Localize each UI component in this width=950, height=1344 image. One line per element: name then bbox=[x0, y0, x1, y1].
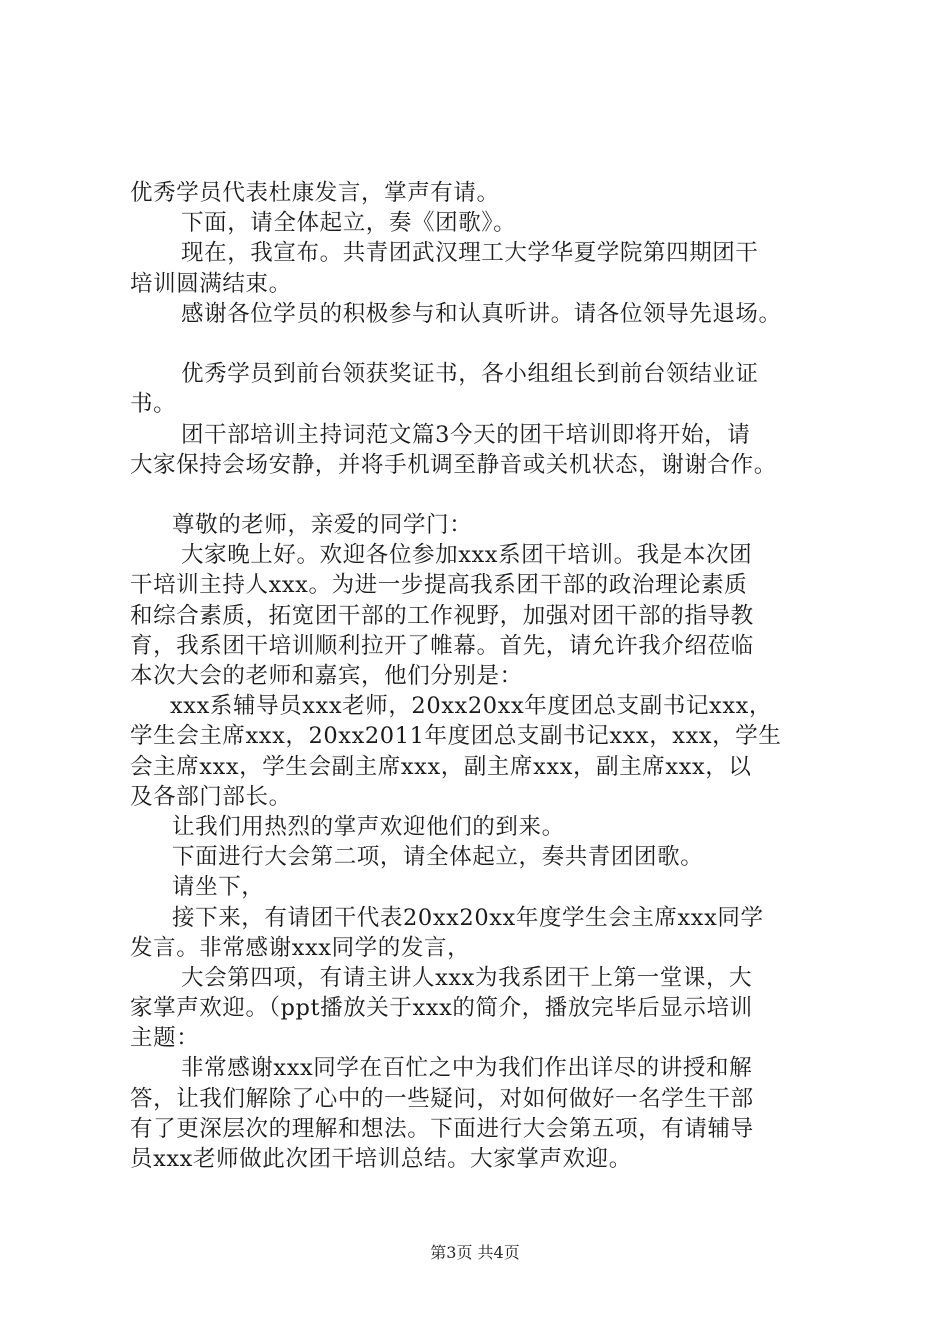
page-footer: 第3页 共4页 bbox=[430, 1243, 520, 1262]
text-line: 现在，我宣布。共青团武汉理工大学华夏学院第四期团干 bbox=[181, 240, 759, 267]
text-line: 培训圆满结束。 bbox=[130, 270, 292, 297]
text-line: 团干部培训主持词范文篇3今天的团干培训即将开始，请 bbox=[181, 421, 751, 448]
text-line: 接下来，有请团干代表20xx20xx年度学生会主席xxx同学 bbox=[172, 904, 764, 931]
text-line: 干培训主持人xxx。为进一步提高我系团干部的政治理论素质 bbox=[130, 572, 748, 599]
text-line: 本次大会的老师和嘉宾，他们分别是： bbox=[130, 663, 523, 689]
text-line: 感谢各位学员的积极参与和认真听讲。请各位领导先退场。 bbox=[181, 300, 782, 327]
text-line: 发言。非常感谢xxx同学的发言， bbox=[130, 934, 471, 961]
text-line: 优秀学员代表杜康发言，掌声有请。 bbox=[130, 180, 500, 206]
text-line: 员xxx老师做此次团干培训总结。大家掌声欢迎。 bbox=[130, 1146, 632, 1172]
text-line: 答，让我们解除了心中的一些疑问，对如何做好一名学生干部 bbox=[130, 1085, 754, 1112]
text-line: 下面，请全体起立，奏《团歌》。 bbox=[181, 210, 517, 237]
text-line: 家掌声欢迎。（ppt播放关于xxx的简介，播放完毕后显示培训 bbox=[130, 995, 753, 1022]
text-line: 及各部门部长。 bbox=[130, 783, 292, 810]
text-line: 大家保持会场安静，并将手机调至静音或关机状态，谢谢合作。 bbox=[130, 451, 777, 478]
text-line: 优秀学员到前台领获奖证书，各小组组长到前台领结业证 bbox=[181, 361, 759, 388]
text-line: 大会第四项，有请主讲人xxx为我系团干上第一堂课，大 bbox=[181, 964, 753, 991]
text-line: 下面进行大会第二项，请全体起立，奏共青团团歌。 bbox=[172, 844, 704, 871]
text-line: 尊敬的老师，亲爱的同学门： bbox=[172, 512, 473, 539]
text-line: 学生会主席xxx，20xx2011年度团总支副书记xxx，xxx，学生 bbox=[130, 723, 782, 750]
text-line: 育，我系团干培训顺利拉开了帷幕。首先，请允许我介绍莅临 bbox=[130, 632, 754, 659]
text-line: 主题： bbox=[130, 1025, 200, 1052]
text-line: 和综合素质，拓宽团干部的工作视野，加强对团干部的指导教 bbox=[130, 602, 754, 629]
text-line: 非常感谢xxx同学在百忙之中为我们作出详尽的讲授和解 bbox=[181, 1055, 753, 1082]
text-line: 大家晚上好。欢迎各位参加xxx系团干培训。我是本次团 bbox=[181, 542, 753, 569]
blank-line bbox=[130, 329, 850, 359]
blank-line bbox=[130, 480, 850, 510]
text-line: 让我们用热烈的掌声欢迎他们的到来。 bbox=[172, 813, 565, 840]
text-line: 请坐下， bbox=[172, 874, 265, 901]
text-line: xxx系辅导员xxx老师，20xx20xx年度团总支副书记xxx， bbox=[170, 693, 773, 720]
document-body bbox=[130, 178, 850, 1174]
text-line: 会主席xxx，学生会副主席xxx，副主席xxx，副主席xxx，以 bbox=[130, 753, 752, 780]
text-line: 书。 bbox=[130, 391, 177, 418]
text-line: 有了更深层次的理解和想法。下面进行大会第五项，有请辅导 bbox=[130, 1115, 754, 1142]
